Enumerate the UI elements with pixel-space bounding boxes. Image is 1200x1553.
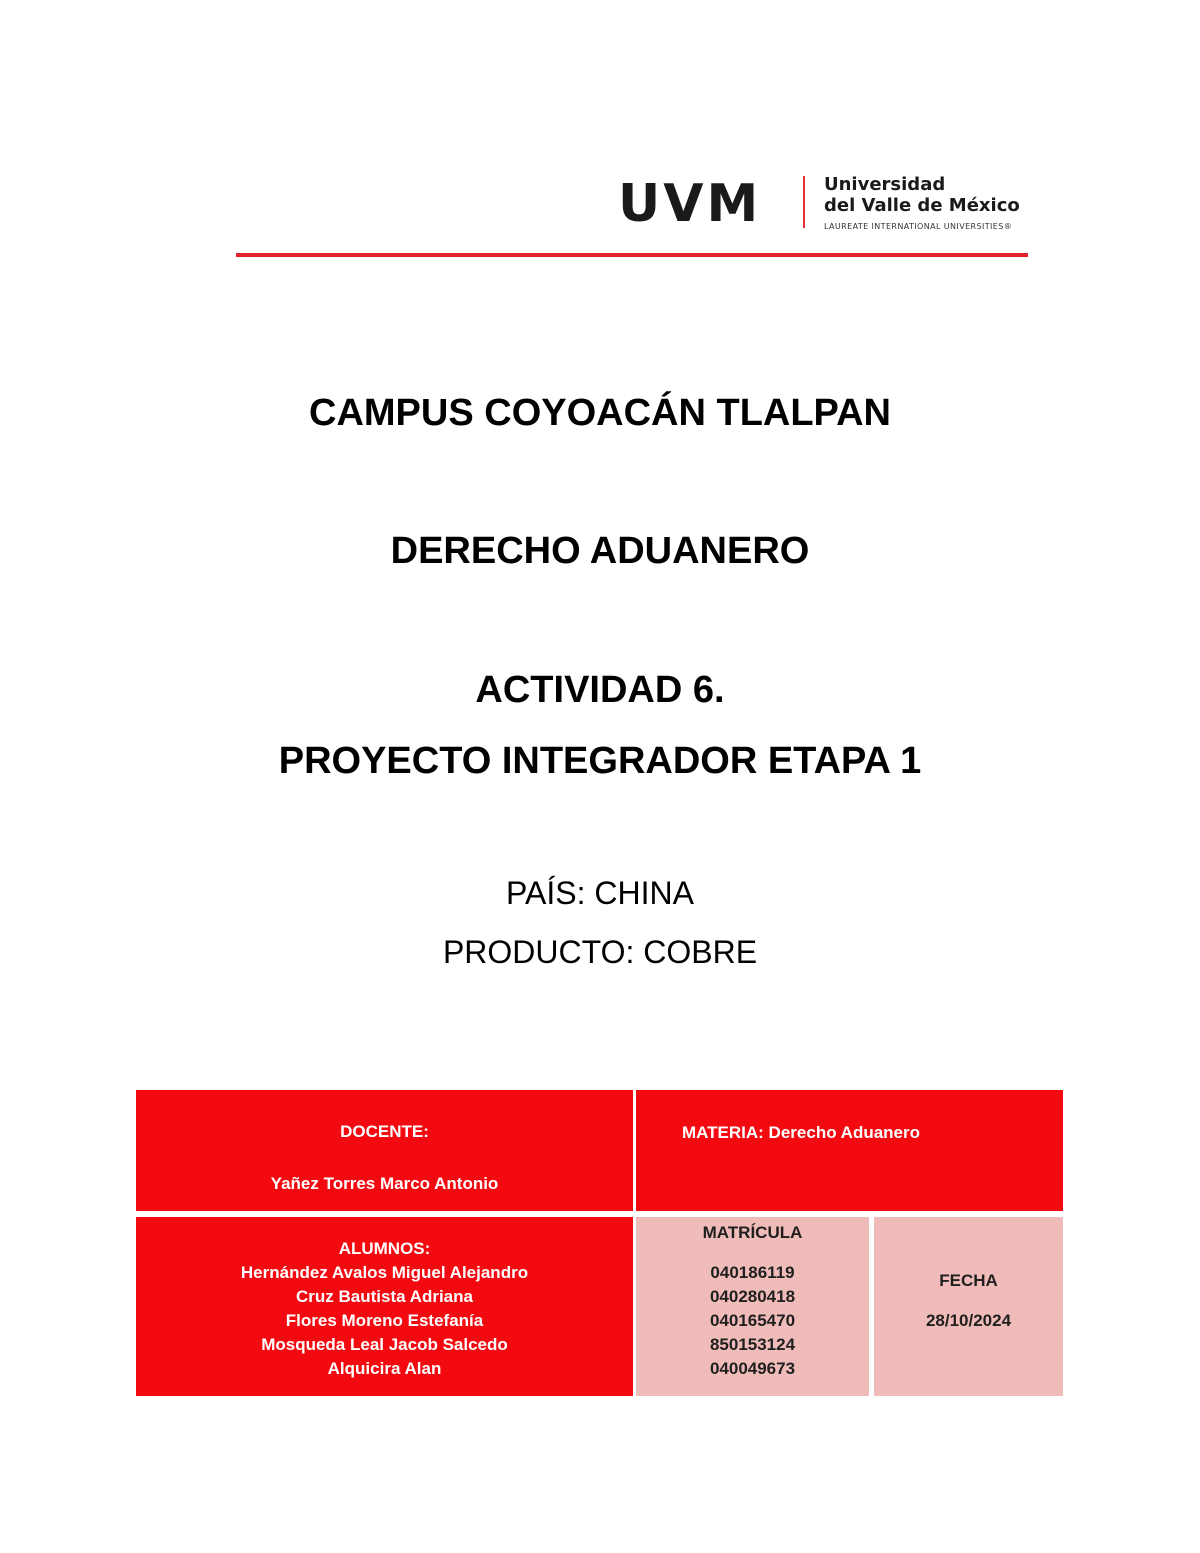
- alumnos-label: ALUMNOS:: [338, 1239, 431, 1258]
- docente-cell: [136, 1090, 633, 1211]
- course-title: DERECHO ADUANERO: [390, 530, 810, 572]
- fecha-cell: [874, 1217, 1063, 1396]
- logo-divider: [803, 176, 805, 228]
- list-item: 040165470: [709, 1311, 796, 1330]
- list-item: Flores Moreno Estefanía: [285, 1311, 484, 1330]
- alumnos-cell: [136, 1217, 633, 1396]
- docente-name: Yañez Torres Marco Antonio: [270, 1174, 499, 1193]
- list-item: 850153124: [709, 1335, 796, 1354]
- logo-text: [824, 174, 1054, 231]
- list-item: 040280418: [709, 1287, 796, 1306]
- project-title: PROYECTO INTEGRADOR ETAPA 1: [278, 740, 922, 782]
- list-item: Cruz Bautista Adriana: [296, 1287, 473, 1306]
- logo-name-line1: Universidad: [824, 174, 946, 195]
- fecha-value: 28/10/2024: [925, 1311, 1012, 1330]
- logo-tagline: LAUREATE INTERNATIONAL UNIVERSITIES®: [824, 222, 1013, 231]
- list-item: Hernández Avalos Miguel Alejandro: [240, 1263, 529, 1282]
- list-item: 040186119: [710, 1263, 795, 1282]
- list-item: Mosqueda Leal Jacob Salcedo: [261, 1335, 508, 1354]
- matricula-list: [636, 1261, 869, 1381]
- matricula-cell: [636, 1217, 869, 1396]
- alumnos-list: [136, 1237, 633, 1381]
- campus-title: CAMPUS COYOACÁN TLALPAN: [309, 392, 891, 434]
- materia-text: MATERIA: Derecho Aduanero: [682, 1123, 921, 1142]
- uvm-logo: [618, 170, 1048, 240]
- header-rule: [236, 253, 1028, 257]
- list-item: 040049673: [709, 1359, 796, 1378]
- logo-name-line2: del Valle de México: [824, 195, 1020, 216]
- matricula-label: MATRÍCULA: [702, 1223, 803, 1242]
- fecha-label: FECHA: [939, 1271, 998, 1290]
- list-item: Alquicira Alan: [327, 1359, 442, 1378]
- activity-title: ACTIVIDAD 6.: [475, 669, 725, 711]
- product-line: PRODUCTO: COBRE: [442, 934, 758, 970]
- docente-label: DOCENTE:: [340, 1122, 429, 1141]
- materia-cell: [636, 1090, 1063, 1211]
- country-line: PAÍS: CHINA: [506, 875, 694, 911]
- logo-mark: UVM: [618, 174, 762, 234]
